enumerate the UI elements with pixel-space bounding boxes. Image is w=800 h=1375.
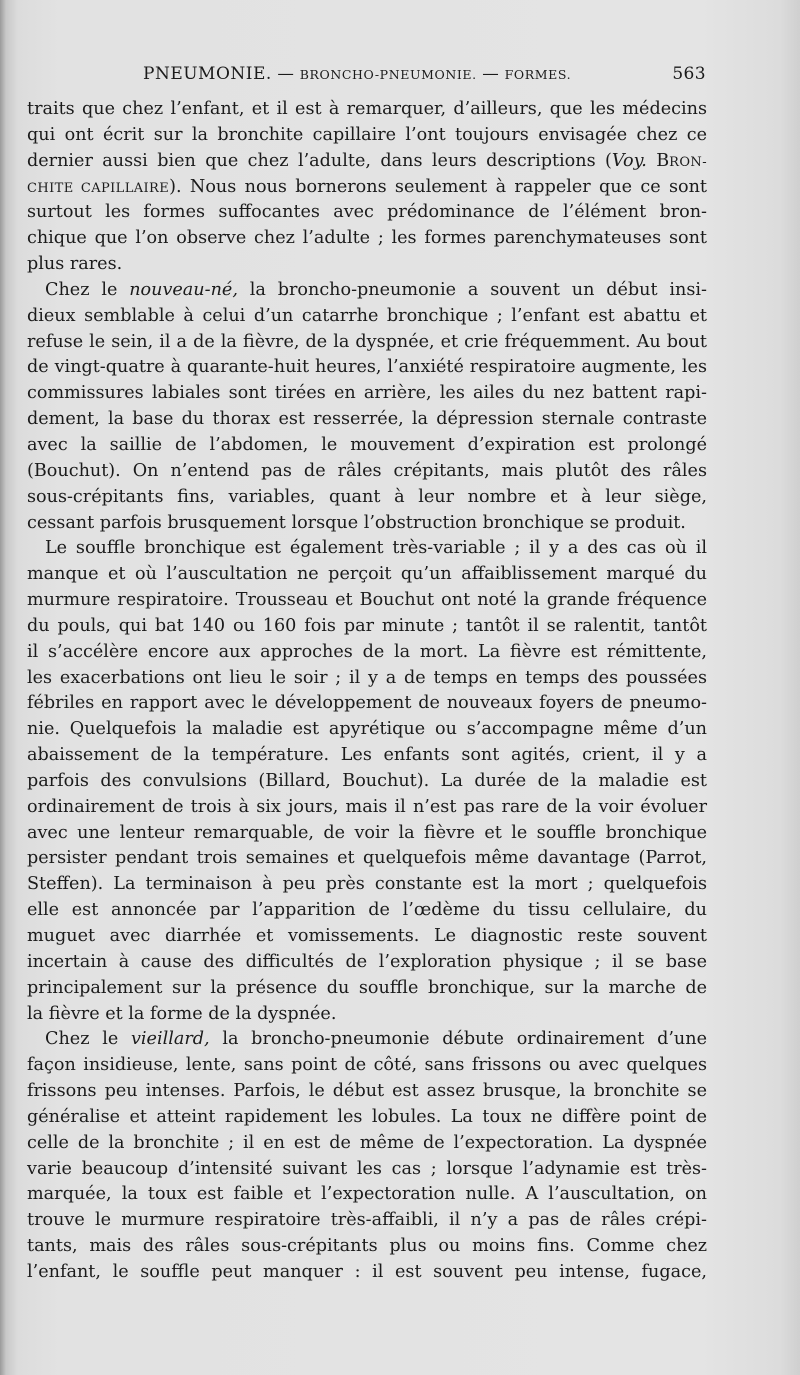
- text-line: [27, 278, 707, 304]
- text-segment: la broncho-pneumonie débute ordinairement d’une: [209, 1029, 708, 1050]
- text-line: Le souffle bronchique est également très-variable ; il y a des cas où il: [45, 538, 707, 559]
- text-segment: dernier aussi bien que chez l’adulte, dans leurs descriptions (: [27, 150, 612, 171]
- text-line: généralise et atteint rapidement les lobules. La toux ne diffère point de: [27, 1106, 707, 1127]
- italic-text: nouveau-né,: [129, 279, 238, 300]
- text-line: abaissement de la température. Les enfants sont agités, crient, il y a: [27, 745, 707, 766]
- text-segment: Chez le: [45, 279, 130, 300]
- text-line: persister pendant trois semaines et quelquefois même davantage (Parrot,: [27, 848, 707, 869]
- text-line: traits que chez l’enfant, et il est à remarquer, d’ailleurs, que les médecins: [27, 99, 707, 119]
- text-line: cessant parfois brusquement lorsque l’obstruction bronchique se produit.: [27, 512, 686, 533]
- text-line: la fièvre et la forme de la dyspnée.: [27, 1003, 337, 1024]
- title-subsection: FORMES.: [504, 67, 572, 82]
- text-line: varie beaucoup d’intensité suivant les cas ; lorsque l’adynamie est très-: [27, 1158, 707, 1179]
- text-line: incertain à cause des difficultés de l’exploration physique ; il se base: [27, 951, 707, 972]
- small-caps-text: CHITE CAPILLAIRE: [27, 180, 170, 196]
- text-line: tants, mais des râles sous-crépitants plus ou moins fins. Comme chez: [27, 1236, 707, 1257]
- running-title: [143, 64, 571, 84]
- text-line: trouve le murmure respiratoire très-affaibli, il n’y a pas de râles crépi-: [27, 1210, 707, 1231]
- text-line: de vingt-quatre à quarante-huit heures, l’anxiété respiratoire augmente, les: [27, 357, 707, 378]
- text-line: [27, 1027, 707, 1053]
- text-segment: B: [646, 150, 670, 171]
- text-line: avec une lenteur remarquable, de voir la fièvre et le souffle bronchique: [27, 822, 707, 843]
- text-line: les exacerbations ont lieu le soir ; il y a de temps en temps des poussées: [27, 667, 707, 688]
- text-line: dieux semblable à celui d’un catarrhe bronchique ; l’enfant est abattu et: [27, 305, 707, 326]
- text-line: plus rares.: [27, 254, 123, 275]
- text-line: Steffen). La terminaison à peu près constante est la mort ; quelquefois: [27, 874, 707, 895]
- text-line: l’enfant, le souffle peut manquer : il est souvent peu intense, fugace,: [27, 1261, 707, 1282]
- text-segment: ). Nous nous bornerons seulement à rappeler que ce sont: [169, 176, 707, 197]
- text-line: il s’accélère encore aux approches de la mort. La fièvre est rémittente,: [27, 641, 707, 662]
- text-line: marquée, la toux est faible et l’expectoration nulle. A l’auscultation, on: [27, 1184, 707, 1205]
- text-line: du pouls, qui bat 140 ou 160 fois par minute ; tantôt il se ralentit, tantôt: [27, 615, 707, 636]
- body-text: [27, 97, 707, 1286]
- text-line: surtout les formes suffocantes avec prédominance de l’élément bron-: [27, 202, 707, 223]
- text-line: sous-crépitants fins, variables, quant à leur nombre et à leur siège,: [27, 486, 707, 507]
- text-line: [27, 175, 707, 201]
- text-line: ordinairement de trois à six jours, mais il n’est pas rare de la voir évoluer: [27, 796, 707, 817]
- italic-text: vieillard,: [130, 1029, 210, 1050]
- text-line: qui ont écrit sur la bronchite capillaire l’ont toujours envisagée chez ce: [27, 124, 707, 145]
- text-line: principalement sur la présence du souffle bronchique, sur la marche de: [27, 977, 707, 998]
- text-line: [27, 149, 707, 175]
- text-line: frissons peu intenses. Parfois, le début est assez brusque, la bronchite se: [27, 1081, 707, 1102]
- italic-text: Voy.: [611, 150, 647, 171]
- text-line: nie. Quelquefois la maladie est apyrétique ou s’accompagne même d’un: [27, 719, 707, 740]
- title-main: PNEUMONIE.: [143, 64, 272, 84]
- text-line: murmure respiratoire. Trousseau et Bouchut ont noté la grande fréquence: [27, 590, 707, 611]
- page-number: 563: [672, 64, 706, 84]
- text-line: façon insidieuse, lente, sans point de côté, sans frissons ou avec quelques: [27, 1055, 707, 1076]
- text-segment: Chez le: [45, 1029, 131, 1050]
- text-segment: la broncho-pneumonie a souvent un début insi-: [237, 279, 707, 300]
- text-line: dement, la base du thorax est resserrée, la dépression sternale contraste: [27, 409, 707, 430]
- title-separator: —: [271, 64, 300, 83]
- title-subsection: BRONCHO-PNEUMONIE.: [299, 67, 477, 82]
- text-line: commissures labiales sont tirées en arrière, les ailes du nez battent rapi-: [27, 383, 707, 404]
- text-line: elle est annoncée par l’apparition de l’œdème du tissu cellulaire, du: [27, 900, 707, 921]
- running-header: [0, 64, 800, 86]
- text-line: manque et où l’auscultation ne perçoit qu’un affaiblissement marqué du: [27, 564, 707, 585]
- text-line: avec la saillie de l’abdomen, le mouvement d’expiration est prolongé: [27, 434, 707, 455]
- text-line: fébriles en rapport avec le développement de nouveaux foyers de pneumo-: [27, 693, 707, 714]
- text-line: refuse le sein, il a de la fièvre, de la dyspnée, et crie fréquemment. Au bout: [27, 331, 707, 352]
- title-separator: —: [476, 64, 505, 83]
- text-line: (Bouchut). On n’entend pas de râles crépitants, mais plutôt des râles: [27, 460, 707, 481]
- text-line: celle de la bronchite ; il en est de même de l’expectoration. La dyspnée: [27, 1132, 707, 1153]
- text-line: chique que l’on observe chez l’adulte ; les formes parenchymateuses sont: [27, 228, 707, 249]
- text-line: muguet avec diarrhée et vomissements. Le diagnostic reste souvent: [27, 926, 707, 946]
- text-line: parfois des convulsions (Billard, Bouchut). La durée de la maladie est: [27, 770, 707, 791]
- small-caps-text: RON-: [669, 154, 707, 170]
